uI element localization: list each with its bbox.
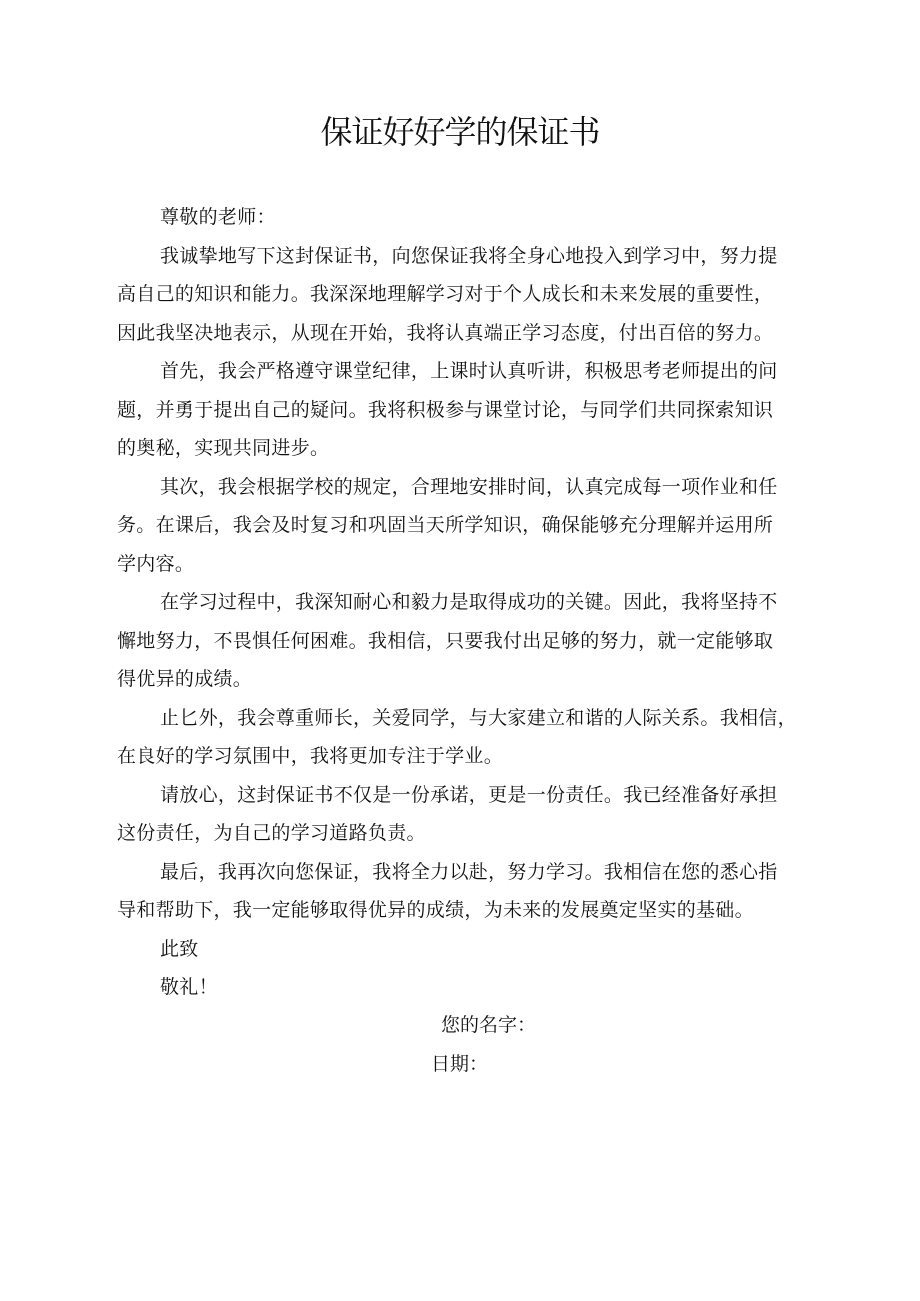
paragraph-3 — [117, 468, 809, 584]
paragraph-line: 在学习过程中，我深知耐心和毅力是取得成功的关键。因此，我将坚持不 — [160, 591, 778, 613]
paragraph-line: 懈地努力，不畏惧任何困难。我相信，只要我付出足够的努力，就一定能够取 — [117, 629, 774, 652]
letter-body — [117, 198, 809, 1007]
paragraph-line: 其次，我会根据学校的规定，合理地安排时间，认真完成每一项作业和任 — [160, 475, 778, 498]
paragraph-2 — [117, 352, 809, 468]
paragraph-line: 止匕外，我会尊重师长，关爱同学，与大家建立和谐的人际关系。我相信， — [160, 706, 797, 729]
signature-name-label: 您的名字： — [441, 1014, 537, 1036]
document-title: 保证好好学的保证书 — [320, 113, 600, 151]
paragraph-line: 题，并勇于提出自己的疑问。我将积极参与课堂讨论，与同学们共同探索知识 — [117, 398, 774, 421]
paragraph-line: 我诚挚地写下这封保证书，向您保证我将全身心地投入到学习中，努力提 — [160, 244, 778, 267]
paragraph-line: 的奥秘，实现共同进步。 — [117, 437, 330, 459]
paragraph-line: 因此我坚决地表示，从现在开始，我将认真端正学习态度，付出百倍的努力。 — [117, 321, 774, 344]
signature-date-label: 日期： — [431, 1053, 489, 1075]
paragraph-line: 请放心，这封保证书不仅是一份承诺，更是一份责任。我已经准备好承担 — [160, 783, 778, 806]
paragraph-line: 得优异的成绩。 — [117, 668, 253, 690]
salutation: 尊敬的老师： — [160, 206, 276, 228]
paragraph-line: 导和帮助下，我一定能够取得优异的成绩，为未来的发展奠定坚实的基础。 — [117, 899, 754, 921]
paragraph-line: 务。在课后，我会及时复习和巩固当天所学知识，确保能够充分理解并运用所 — [117, 514, 774, 536]
paragraph-line: 学内容。 — [117, 552, 195, 575]
paragraph-5 — [117, 699, 809, 776]
paragraph-1 — [117, 237, 809, 353]
paragraph-line: 这份责任，为自己的学习道路负责。 — [117, 822, 426, 844]
paragraph-line: 高自己的知识和能力。我深深地理解学习对于个人成长和未来发展的重要性， — [117, 283, 774, 305]
paragraph-line: 在良好的学习氛围中，我将更加专注于学业。 — [117, 745, 504, 767]
closing-line-1: 此致 — [160, 937, 199, 960]
closing-line-2: 敬礼！ — [160, 976, 218, 998]
paragraph-line: 最后，我再次向您保证，我将全力以赴，努力学习。我相信在您的悉心指 — [160, 860, 778, 883]
paragraph-7 — [117, 853, 809, 930]
paragraph-4 — [117, 583, 809, 699]
paragraph-line: 首先，我会严格遵守课堂纪律，上课时认真听讲，积极思考老师提出的问 — [160, 360, 778, 382]
paragraph-6 — [117, 776, 809, 853]
